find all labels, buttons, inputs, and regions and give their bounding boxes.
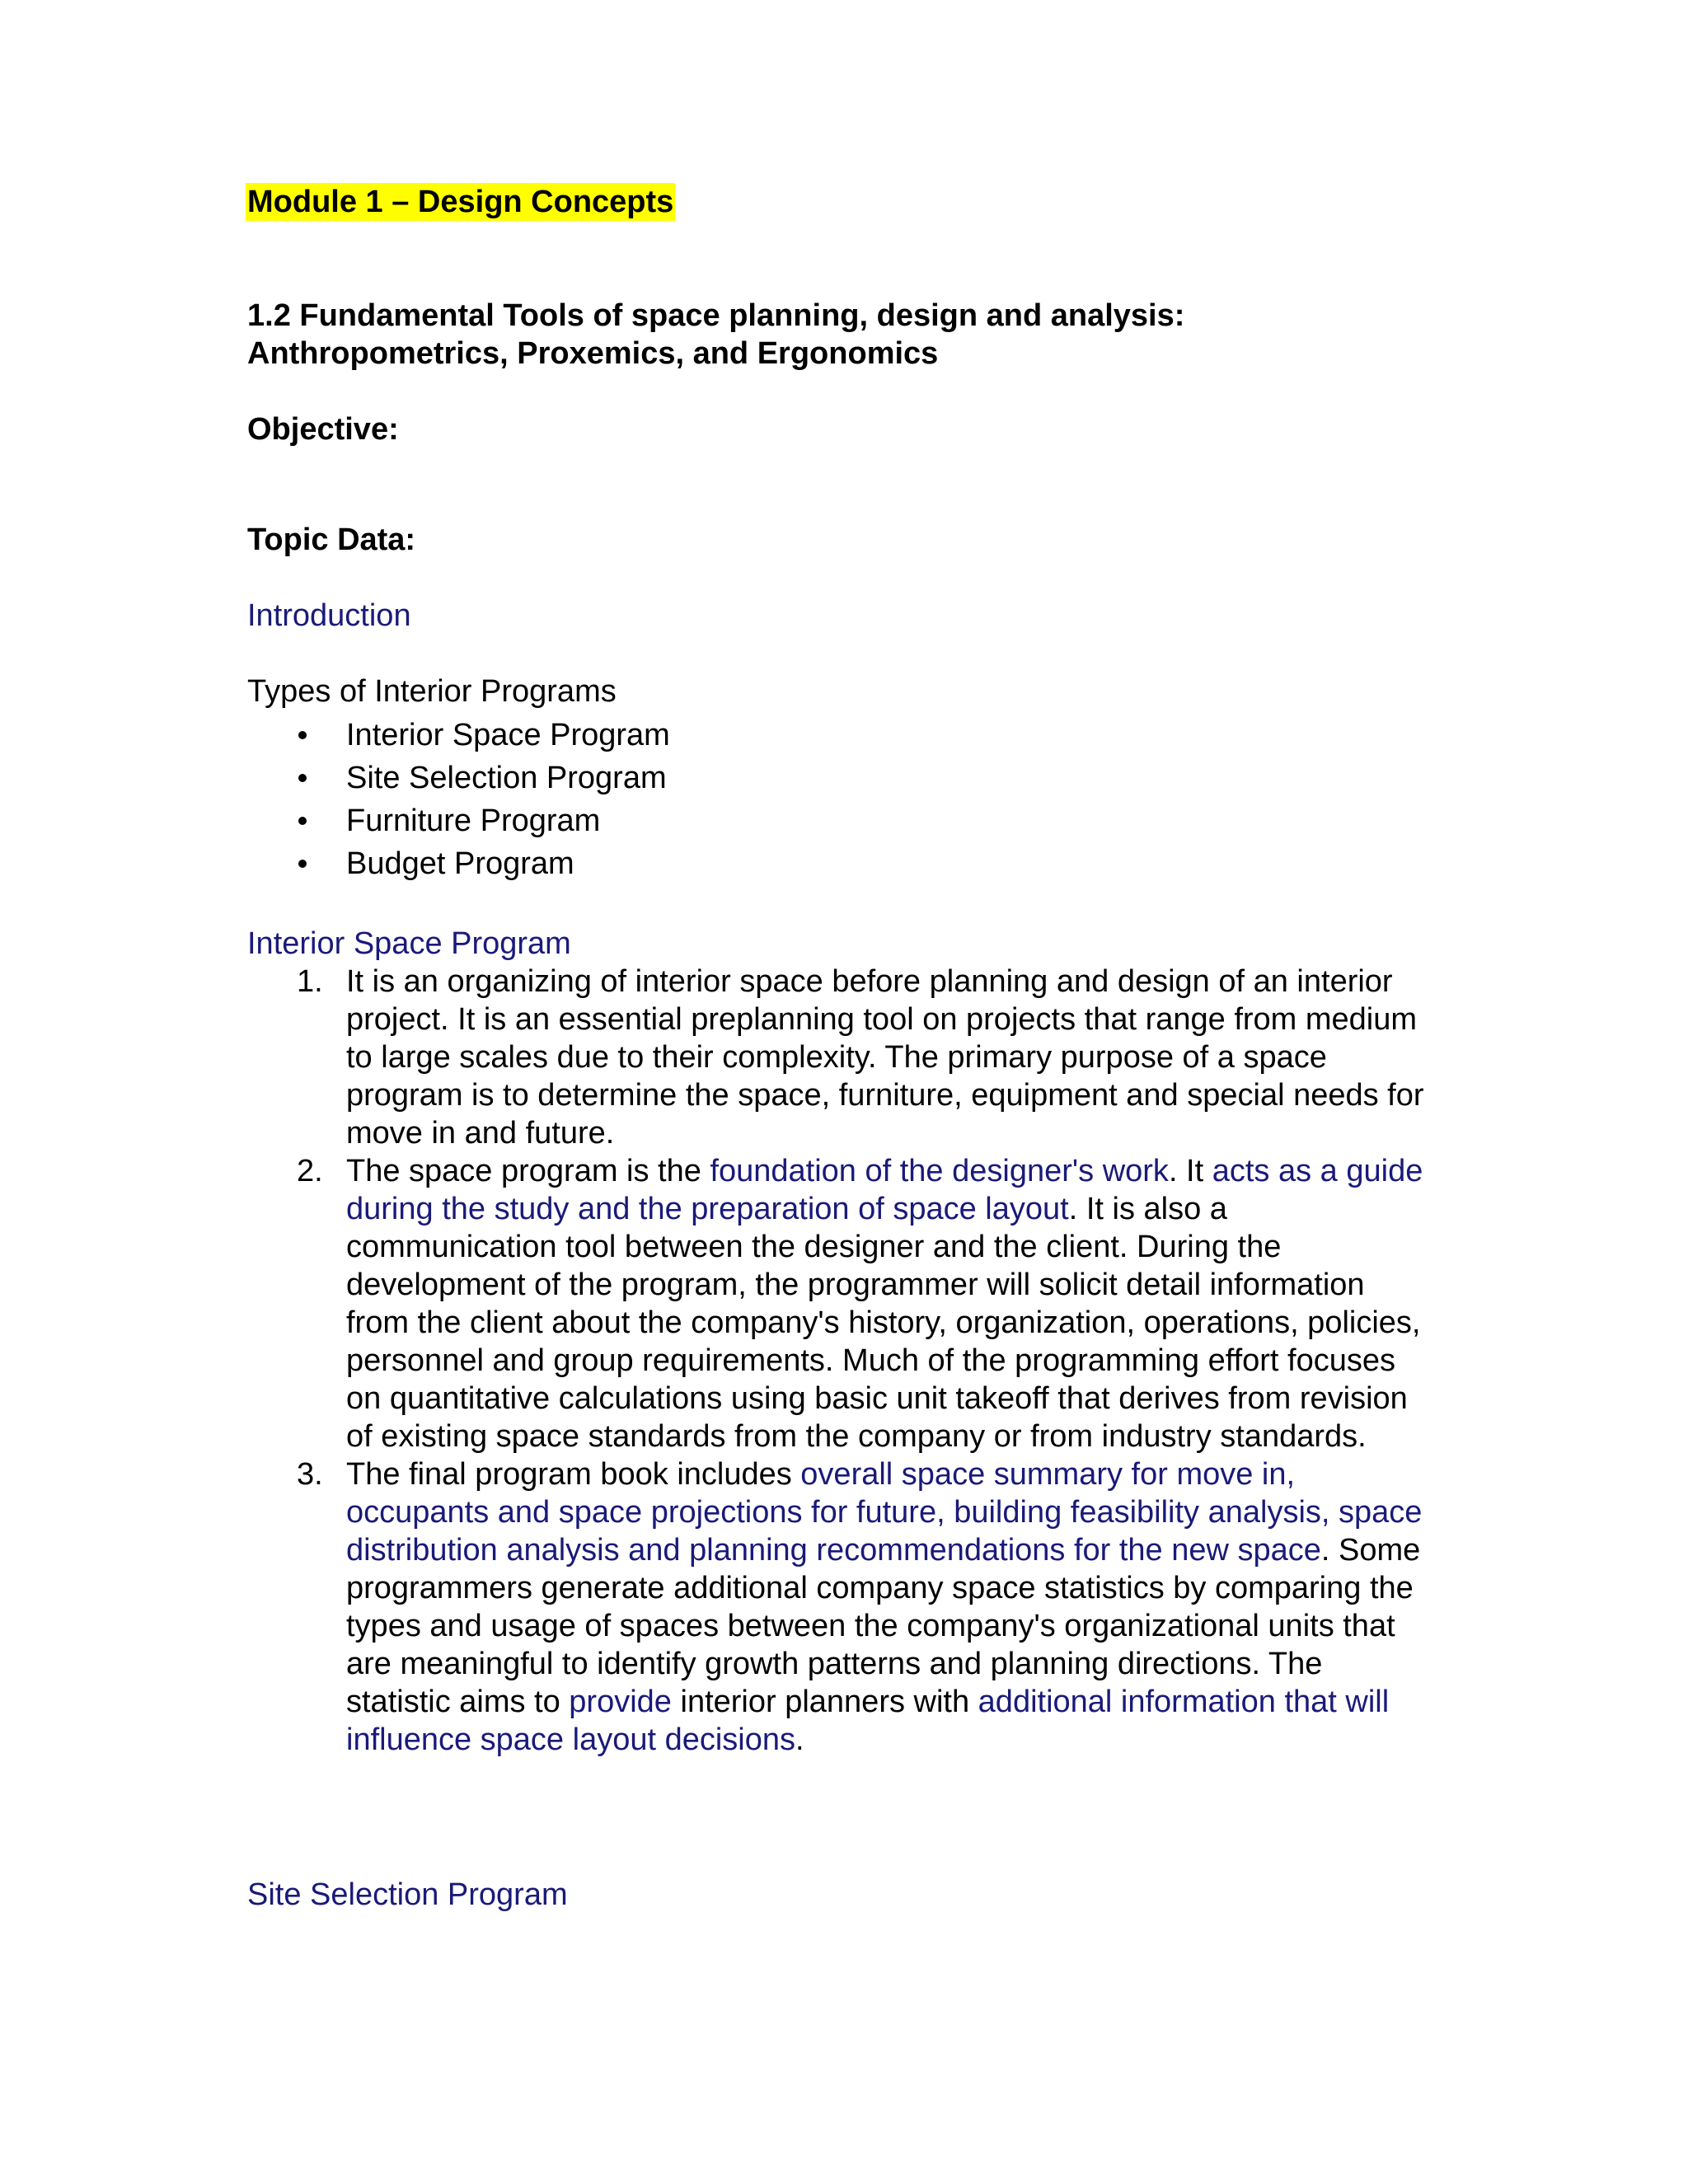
interior-space-heading: Interior Space Program: [247, 926, 571, 961]
highlighted-phrase: provide: [569, 1685, 672, 1719]
program-types-list: [247, 714, 1434, 885]
page-content: [247, 183, 1434, 1914]
bullet-icon: [298, 774, 307, 782]
interior-space-list: [247, 963, 1434, 1759]
list-number: 2.: [297, 1154, 323, 1188]
highlighted-phrase: additional information that will influence space layout decisions: [346, 1685, 1390, 1757]
bullet-icon: [298, 860, 307, 868]
list-number: 3.: [297, 1457, 323, 1492]
bullet-icon: [298, 817, 307, 825]
list-item: Budget Program: [247, 842, 1434, 885]
item-text: It is an organizing of interior space before planning and design of an interior project. It is an essential preplanning tool on projects that range from medium to large scales due to their complexity. The primary purpose of a space program is to determine the space, furniture, equipment and special needs for move in and future.: [346, 964, 1424, 1151]
list-item-2: 2. The space program is the foundation of the designer's work. It acts as a guide during the study and the preparation of space layout. It is also a communication tool between the designer and the client. During the development of the program, the programmer will solicit detail information from the client about the company's history, organization, operations, policies, personnel and group requirements. Much of the programming effort focuses on quantitative calculations using basic unit takeoff that derives from revision of existing space standards from the company or from industry standards.: [297, 1154, 1423, 1454]
highlighted-phrase: overall space summary for move in, occupants and space projections for future, building feasibility analysis, space distribution analysis and planning recommendations for the new space: [346, 1457, 1423, 1568]
highlighted-phrase: acts as a guide during the study and the preparation of space layout: [346, 1154, 1423, 1226]
list-item-3: 3. The final program book includes overall space summary for move in, occupants and space projections for future, building feasibility analysis, space distribution analysis and planning recommendations for the new space. Some programmers generate additional company space statistics by comparing the types and usage of spaces between the company's organizational units that are meaningful to identify growth patterns and planning directions. The statistic aims to provide interior planners with additional information that will influence space layout decisions.: [297, 1457, 1423, 1757]
introduction-heading: Introduction: [247, 598, 411, 633]
types-heading: Types of Interior Programs: [247, 674, 617, 709]
site-selection-heading: Site Selection Program: [247, 1877, 568, 1912]
list-item: Site Selection Program: [247, 757, 1434, 799]
list-item: Interior Space Program: [247, 714, 1434, 757]
section-heading: [247, 297, 1434, 373]
topic-data-label: Topic Data:: [247, 523, 416, 557]
list-item-1: [247, 963, 1434, 1152]
section-heading-line1: 1.2 Fundamental Tools of space planning, design and analysis:: [247, 298, 1185, 333]
section-heading-line2: Anthropometrics, Proxemics, and Ergonomics: [247, 336, 939, 371]
objective-label: Objective:: [247, 412, 399, 447]
list-item: Furniture Program: [247, 799, 1434, 842]
list-number: 1.: [297, 964, 323, 999]
bullet-icon: [298, 731, 307, 739]
highlighted-phrase: foundation of the designer's work: [710, 1154, 1169, 1188]
module-title: Module 1 – Design Concepts: [247, 185, 674, 219]
